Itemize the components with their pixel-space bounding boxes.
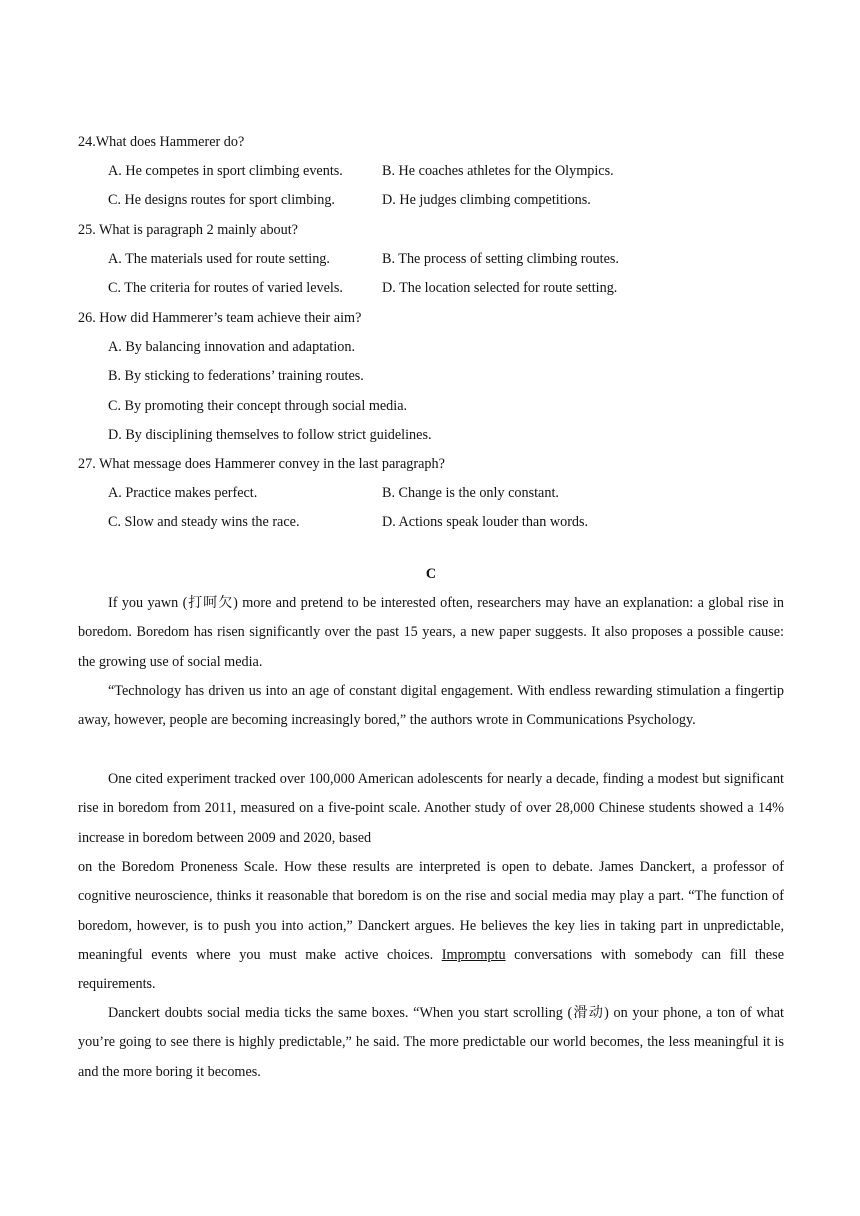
question-26-option-c: C. By promoting their concept through social media. <box>108 398 408 414</box>
question-27-stem: 27. What message does Hammerer convey in the last paragraph? <box>78 456 445 472</box>
question-27-option-d: D. Actions speak louder than words. <box>382 514 589 530</box>
passage-paragraph-2: “Technology has driven us into an age of constant digital engagement. With endless rewarding stimulation a fingertip away, however, people are becoming increasingly bored,” the authors wrote in Communications Psychology. <box>78 683 784 729</box>
question-24-stem: 24.What does Hammerer do? <box>78 134 245 150</box>
section-title: C <box>425 566 437 582</box>
question-24-option-d: D. He judges climbing competitions. <box>382 192 591 208</box>
question-26-option-b: B. By sticking to federations’ training routes. <box>108 368 364 384</box>
question-24-option-b: B. He coaches athletes for the Olympics. <box>382 163 614 179</box>
question-27-option-a: A. Practice makes perfect. <box>108 485 258 501</box>
question-24-option-a: A. He competes in sport climbing events. <box>108 163 343 179</box>
passage-paragraph-1: If you yawn (打呵欠) more and pretend to be interested often, researchers may have an explanation: a global rise in boredom. Boredom has risen significantly over the past 15 years, a new paper suggests. It also proposes a possible cause: the growing use of social media. <box>78 595 784 670</box>
question-24-option-c: C. He designs routes for sport climbing. <box>108 192 335 208</box>
question-25-stem: 25. What is paragraph 2 mainly about? <box>78 222 298 238</box>
question-25-option-c: C. The criteria for routes of varied levels. <box>108 280 343 296</box>
question-27-option-b: B. Change is the only constant. <box>382 485 559 501</box>
question-25-option-a: A. The materials used for route setting. <box>108 251 330 267</box>
question-25-option-b: B. The process of setting climbing routes. <box>382 251 619 267</box>
passage-paragraph-4 <box>78 853 784 999</box>
paragraph-4-text-end: conversations with somebody can fill these requirements. <box>78 946 784 993</box>
paragraph-4-text-start: on the Boredom Proneness Scale. How these results are interpreted is open to debate. James Danckert, a professor of cognitive neuroscience, thinks it reasonable that boredom is on the rise and social media may play a part. “The function of boredom, however, is to push you into action,” Danckert argues. He believes the key lies in taking part in unpredictable, meaningful events where you must make active choices. <box>78 859 784 963</box>
question-26-stem: 26. How did Hammerer’s team achieve their aim? <box>78 310 362 326</box>
question-27-option-c: C. Slow and steady wins the race. <box>108 514 300 530</box>
underlined-word-impromptu: Impromptu <box>441 946 506 963</box>
question-25-option-d: D. The location selected for route setting. <box>382 280 618 296</box>
question-26-option-d: D. By disciplining themselves to follow strict guidelines. <box>108 427 432 443</box>
passage-paragraph-3: One cited experiment tracked over 100,000 American adolescents for nearly a decade, finding a modest but significant rise in boredom from 2011, measured on a five-point scale. Another study of over 28,000 Chinese students showed a 14% increase in boredom between 2009 and 2020, based <box>78 771 784 846</box>
question-26-option-a: A. By balancing innovation and adaptation. <box>108 339 356 355</box>
passage-paragraph-5: Danckert doubts social media ticks the same boxes. “When you start scrolling (滑动) on your phone, a ton of what you’re going to see there is highly predictable,” he said. The more predictable our world becomes, the less meaningful it is and the more boring it becomes. <box>78 1005 784 1080</box>
